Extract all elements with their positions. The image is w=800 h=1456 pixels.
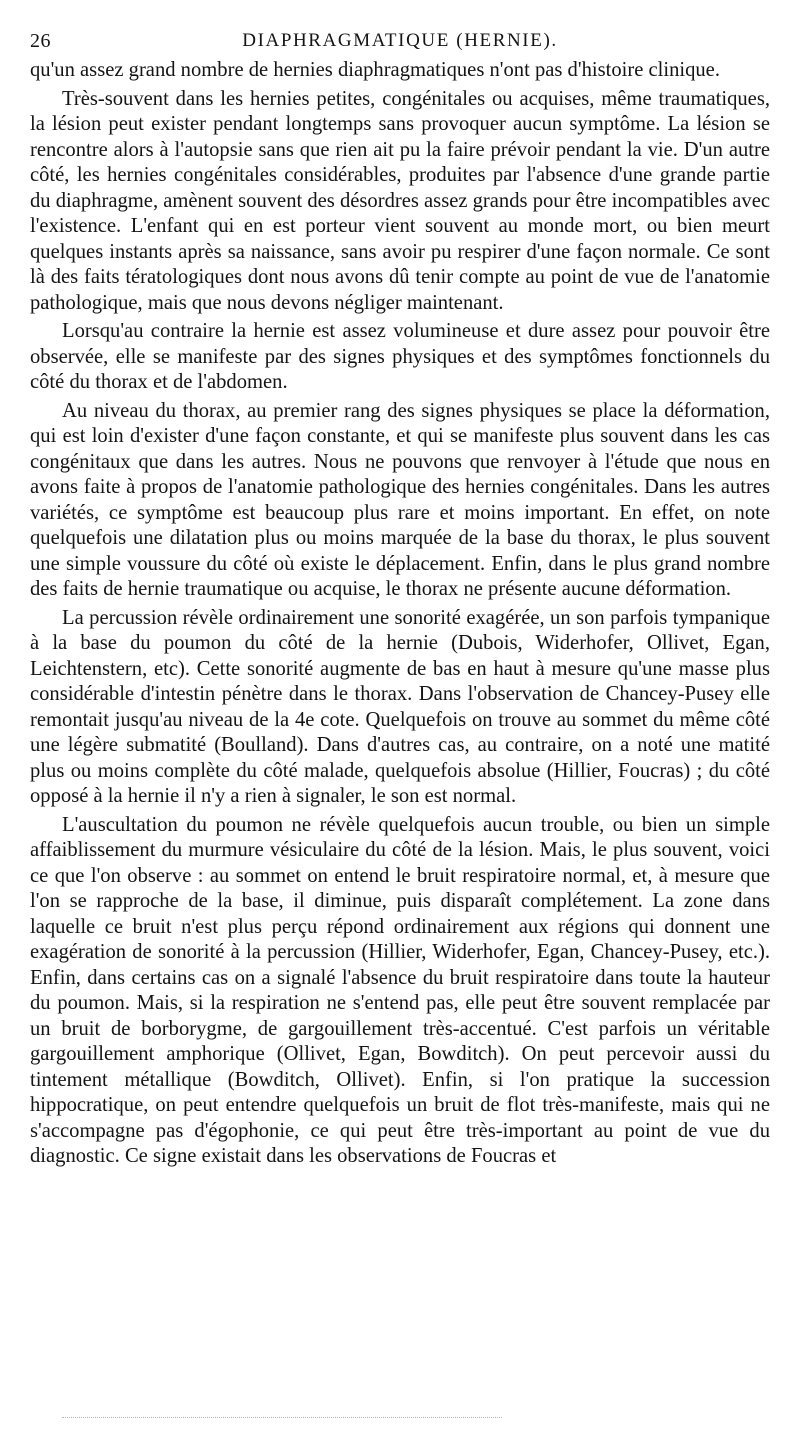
page-number: 26 xyxy=(30,30,51,52)
paragraph: L'auscultation du poumon ne révèle quelquefois aucun trouble, ou bien un simple affaiblissement du murmure vésiculaire du côté de la lésion. Mais, le plus souvent, voici ce que l'on observe : au sommet on entend le bruit respiratoire normal, et, à mesure que l'on se rapproche de la base, il diminue, puis disparaît complétement. La zone dans laquelle ce bruit n'est plus perçu répond ordinairement aux régions qui donnent une exagération de sonorité à la percussion (Hillier, Widerhofer, Egan, Chancey-Pusey, etc.). Enfin, dans certains cas on a signalé l'absence du bruit respiratoire dans toute la hauteur du poumon. Mais, si la respiration ne s'entend pas, elle peut être souvent remplacée par un bruit de borborygme, de gargouillement très-accentué. C'est parfois un véritable gargouillement amphorique (Ollivet, Egan, Bowditch). On peut percevoir aussi du tintement métallique (Bowditch, Ollivet). Enfin, si l'on pratique la succession hippocratique, on peut entendre quelquefois un bruit de flot très-manifeste, mais qui ne s'accompagne pas d'égophonie, ce qui peut être très-important au point de vue du diagnostic. Ce signe existait dans les observations de Foucras et xyxy=(30,813,770,1167)
paragraph: Au niveau du thorax, au premier rang des signes physiques se place la déformation, qui est loin d'exister d'une façon constante, et qui se manifeste plus souvent dans les cas congénitaux que dans les autres. Nous ne pouvons que renvoyer à l'étude que nous en avons faite à propos de l'anatomie pathologique des hernies congénitales. Dans les autres variétés, ce symptôme est beaucoup plus rare et moins important. En effet, on note quelquefois une dilatation plus ou moins marquée de la base du thorax, le plus souvent une simple voussure du côté où existe le déplacement. Enfin, dans le plus grand nombre des faits de hernie traumatique ou acquise, le thorax ne présente aucune déformation. xyxy=(30,399,770,600)
paragraph: Très-souvent dans les hernies petites, congénitales ou acquises, même traumatiques, la lésion peut exister pendant longtemps sans provoquer aucun symptôme. La lésion se rencontre alors à l'autopsie sans que rien ait pu la faire prévoir pendant la vie. D'un autre côté, les hernies congénitales considérables, produites par l'absence d'une grande partie du diaphragme, amènent souvent des désordres assez grands pour être incompatibles avec l'existence. L'enfant qui en est porteur vient souvent au monde mort, ou bien meurt quelques instants après sa naissance, sans avoir pu respirer d'une façon normale. Ce sont là des faits tératologiques dont nous avons dû tenir compte au point de vue de l'anatomie pathologique, mais que nous devons négliger maintenant. xyxy=(30,87,770,314)
paragraph: Lorsqu'au contraire la hernie est assez volumineuse et dure assez pour pouvoir être observée, elle se manifeste par des signes physiques et des symptômes fonctionnels du côté du thorax et de l'abdomen. xyxy=(30,320,770,393)
running-head xyxy=(30,28,770,58)
paragraph-continuation: qu'un assez grand nombre de hernies diaphragmatiques n'ont pas d'histoire clinique. xyxy=(30,59,720,81)
book-page xyxy=(30,28,770,1170)
body-text xyxy=(30,58,770,1170)
footer-print-trace xyxy=(62,1417,502,1420)
running-title: DIAPHRAGMATIQUE (HERNIE). xyxy=(242,30,558,51)
paragraph: La percussion révèle ordinairement une sonorité exagérée, un son parfois tympanique à la base du poumon du côté de la hernie (Dubois, Widerhofer, Ollivet, Egan, Leichtenstern, etc). Cette sonorité augmente de bas en haut à mesure qu'une masse plus considérable d'intestin pénètre dans le thorax. Dans l'observation de Chancey-Pusey elle remontait jusqu'au niveau de la 4e cote. Quelquefois on trouve au sommet du même côté une légère submatité (Boulland). Dans d'autres cas, au contraire, on a noté une matité plus ou moins complète du côté malade, quelquefois absolue (Hillier, Foucras) ; du côté opposé à la hernie il n'y a rien à signaler, le son est normal. xyxy=(30,606,770,807)
